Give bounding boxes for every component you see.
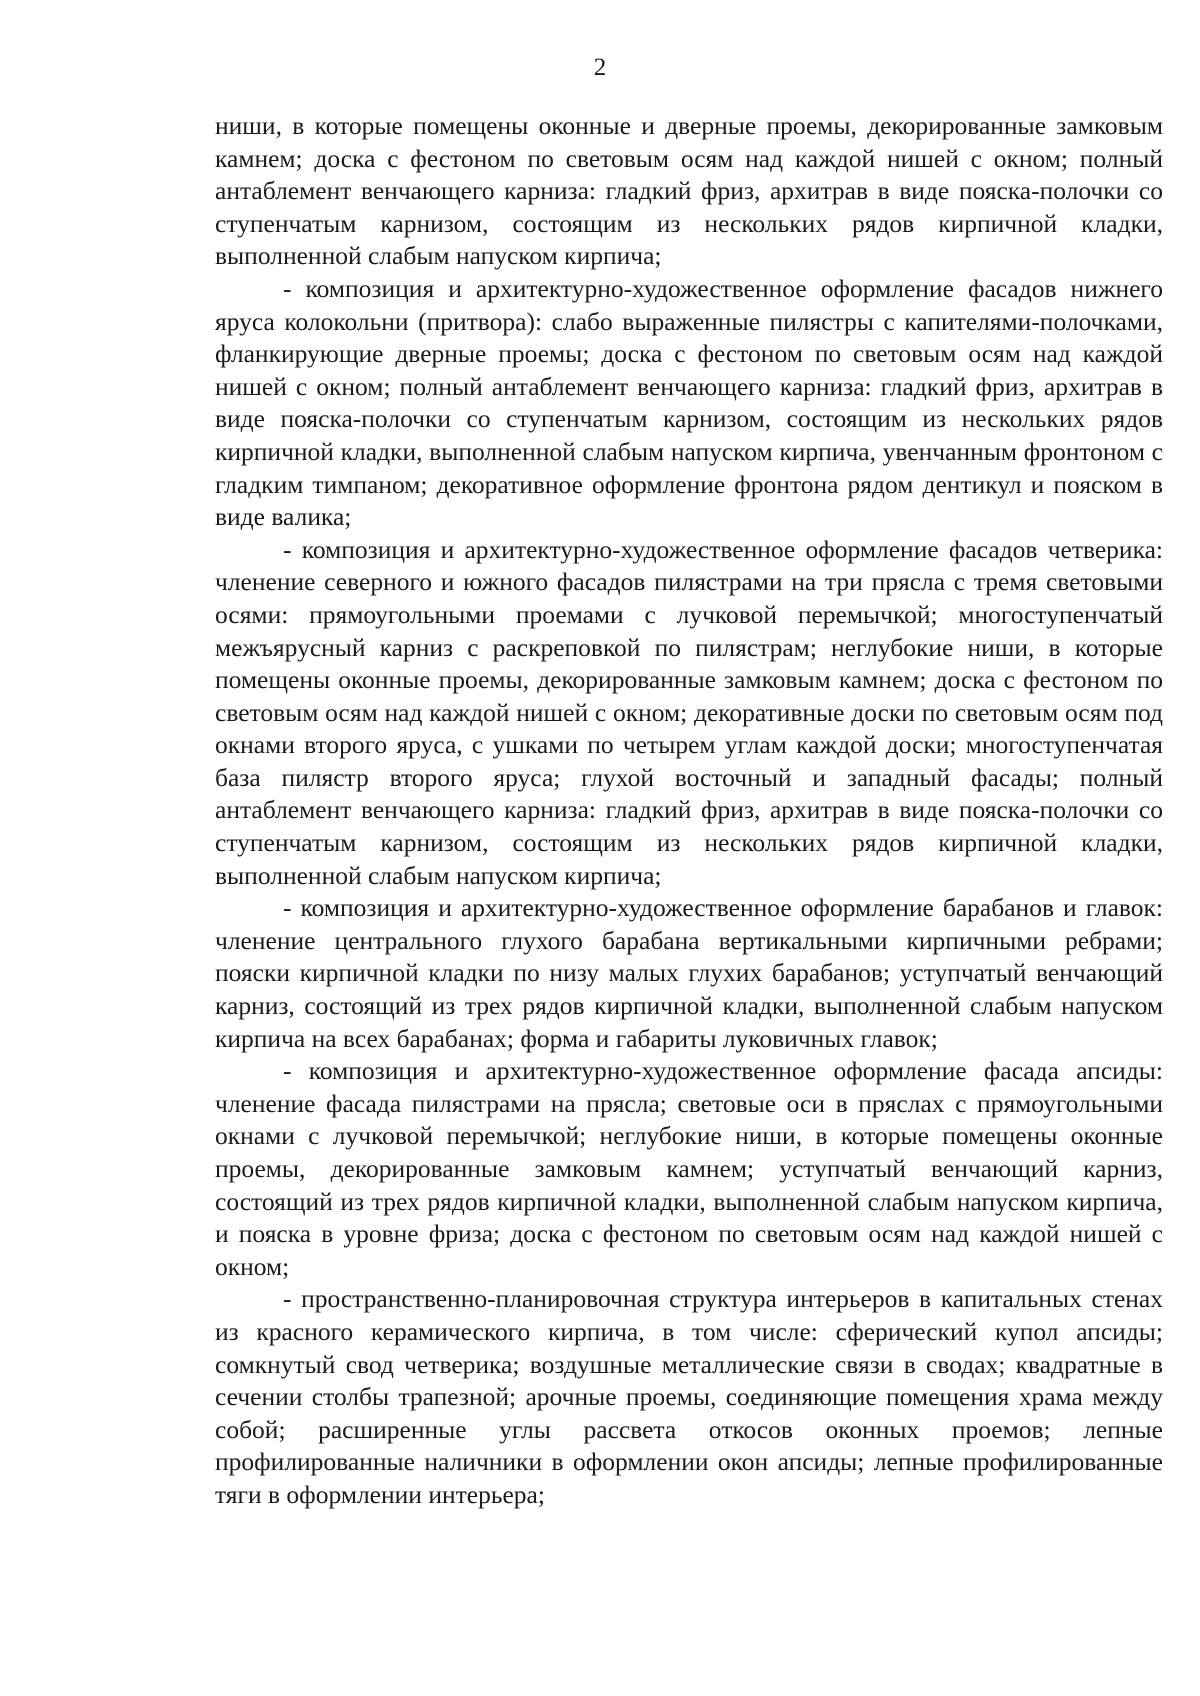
paragraph-drums-and-domes: - композиция и архитектурно-художественное оформление барабанов и главок: членение центрального глухого барабана вертикальными кирпичными ребрами; пояски кирпичной кладки по низу малых глухих барабанов; уступчатый венчающий карниз, состоящий из трех рядов кирпичной кладки, выполненной слабым напуском кирпича на всех барабанах; форма и габариты луковичных главок; <box>215 893 1163 1053</box>
paragraph-bell-tower-facades: - композиция и архитектурно-художественное оформление фасадов нижнего яруса колокольни (притвора): слабо выраженные пилястры с капителями-полочками, фланкирующие дверные проемы; доска с фестоном по световым осям над каждой нишей с окном; полный антаблемент венчающего карниза: гладкий фриз, архитрав в виде пояска-полочки со ступенчатым карнизом, состоящим из нескольких рядов кирпичной кладки, выполненной слабым напуском кирпича, увенчанным фронтоном с гладким тимпаном; декоративное оформление фронтона рядом дентикул и пояском в виде валика; <box>215 273 1163 532</box>
paragraph-chetverik-facades: - композиция и архитектурно-художественное оформление фасадов четверика: членение северного и южного фасадов пилястрами на три прясла с тремя световыми осями: прямоугольными проемами с лучковой перемычкой; многоступенчатый межъярусный карниз с раскреповкой по пилястрам; неглубокие ниши, в которые помещены оконные проемы, декорированные замковым камнем; доска с фестоном по световым осям над каждой нишей с окном; декоративные доски по световым осям под окнами второго яруса, с ушками по четырем углам каждой доски; многоступенчатая база пилястр второго яруса; глухой восточный и западный фасады; полный антаблемент венчающего карниза: гладкий фриз, архитрав в виде пояска-полочки со ступенчатым карнизом, состоящим из нескольких рядов кирпичной кладки, выполненной слабым напуском кирпича; <box>215 534 1163 890</box>
document-body <box>215 110 1163 1512</box>
paragraph-apse-facade: - композиция и архитектурно-художественное оформление фасада апсиды: членение фасада пилястрами на прясла; световые оси в пряслах с прямоугольными окнами с лучковой перемычкой; неглубокие ниши, в которые помещены оконные проемы, декорированные замковым камнем; уступчатый венчающий карниз, состоящий из трех рядов кирпичной кладки, выполненной слабым напуском кирпича, и пояска в уровне фриза; доска с фестоном по световым осям над каждой нишей с окном; <box>215 1056 1163 1281</box>
paragraph-continuation: ниши, в которые помещены оконные и дверные проемы, декорированные замковым камнем; доска с фестоном по световым осям над каждой нишей с окном; полный антаблемент венчающего карниза: гладкий фриз, архитрав в виде пояска-полочки со ступенчатым карнизом, состоящим из нескольких рядов кирпичной кладки, выполненной слабым напуском кирпича; <box>215 111 1163 271</box>
page-number: 2 <box>593 54 607 81</box>
paragraph-interior-structure: - пространственно-планировочная структура интерьеров в капитальных стенах из красного керамического кирпича, в том числе: сферический купол апсиды; сомкнутый свод четверика; воздушные металлические связи в сводах; квадратные в сечении столбы трапезной; арочные проемы, соединяющие помещения храма между собой; расширенные углы рассвета откосов оконных проемов; лепные профилированные наличники в оформлении окон апсиды; лепные профилированные тяги в оформлении интерьера; <box>215 1284 1163 1509</box>
